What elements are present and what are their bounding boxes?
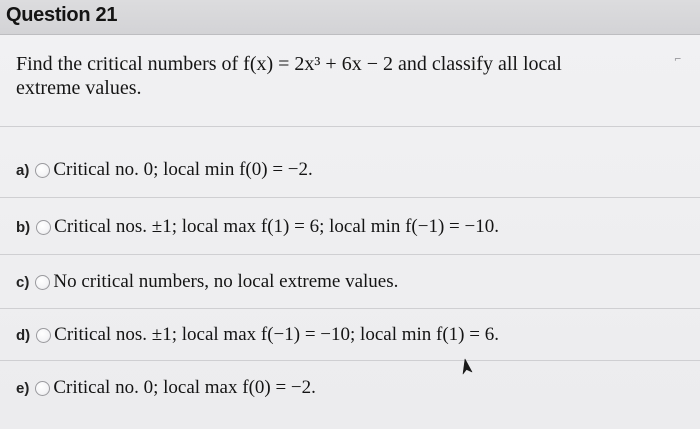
choice-letter: b) [16, 218, 31, 236]
choice-letter: a) [16, 161, 30, 179]
choice-text: Critical no. 0; local max f(0) = −2. [53, 377, 316, 398]
radio-button-b[interactable] [36, 220, 51, 235]
choice-letter: c) [16, 273, 30, 291]
choice-text: Critical nos. ±1; local max f(1) = 6; local min f(−1) = −10. [54, 216, 499, 237]
answer-choice-c[interactable] [16, 268, 398, 296]
question-header [0, 0, 700, 35]
question-title: Question 21 [6, 4, 118, 26]
question-prompt [16, 52, 676, 100]
choice-letter: e) [16, 379, 30, 397]
question-prompt-line-2: extreme values. [16, 77, 142, 99]
radio-button-c[interactable] [35, 275, 50, 290]
divider [0, 197, 700, 198]
choice-text: Critical nos. ±1; local max f(−1) = −10; local min f(1) = 6. [54, 324, 499, 345]
corner-mark: ⌐ [674, 55, 682, 65]
radio-button-a[interactable] [35, 163, 50, 178]
choice-letter: d) [16, 326, 31, 344]
radio-button-e[interactable] [35, 381, 50, 396]
mouse-pointer-icon [457, 358, 475, 376]
answer-choice-a[interactable] [16, 156, 313, 184]
answer-choice-d[interactable] [16, 321, 499, 349]
divider [0, 360, 700, 361]
answer-choice-b[interactable] [16, 213, 499, 241]
choice-text: Critical no. 0; local min f(0) = −2. [53, 159, 313, 180]
divider [0, 308, 700, 309]
divider [0, 126, 700, 127]
answer-choice-e[interactable] [16, 374, 316, 402]
choice-text: No critical numbers, no local extreme values. [53, 271, 399, 292]
question-prompt-line-1: Find the critical numbers of f(x) = 2x³ + 6x − 2 and classify all local [16, 53, 562, 75]
divider [0, 254, 700, 255]
radio-button-d[interactable] [36, 328, 51, 343]
